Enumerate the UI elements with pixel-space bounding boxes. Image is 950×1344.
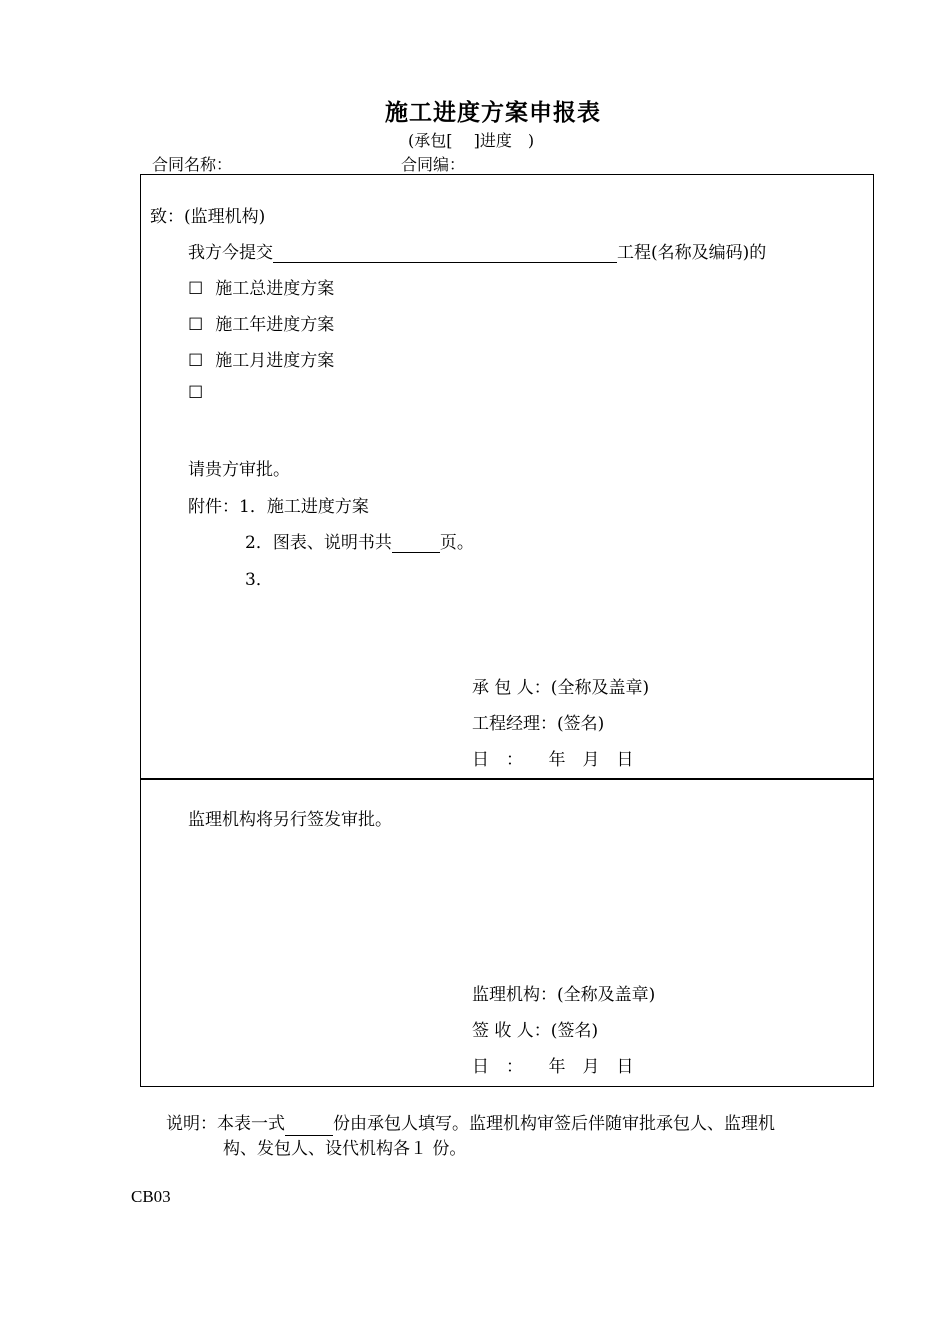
form-title: 施工进度方案申报表 [385,99,601,126]
project-name-blank[interactable] [273,244,617,263]
attachment-2-prefix: 2．图表、说明书共 [245,533,392,553]
receiver-signature: 签 收 人：(签名) [472,1021,599,1041]
checkbox-icon[interactable]: ☐ [188,351,204,371]
contractor-date: 日 ： 年 月 日 [472,750,634,770]
agency-date: 日 ： 年 月 日 [472,1057,634,1077]
attachment-2 [245,528,474,553]
attachment-3: 3． [245,570,273,590]
option-other[interactable] [188,383,215,403]
approval-request: 请贵方审批。 [188,460,290,480]
option-monthly-schedule[interactable] [188,346,334,371]
attachment-2-suffix: 页。 [439,533,474,553]
option-label: 施工月进度方案 [215,351,335,371]
addressee-line: 致：(监理机构) [150,207,266,227]
manager-signature: 工程经理：(签名) [472,714,605,734]
contract-number-label: 合同编： [401,155,466,174]
option-total-schedule[interactable] [188,274,334,299]
footnote-line-2: 构、发包人、设代机构各１ 份。 [223,1139,467,1159]
footnote-line-1 [166,1112,775,1136]
contractor-signature: 承 包 人：(全称及盖章) [472,678,650,698]
submission-line [188,238,766,263]
contract-name-label: 合同名称： [152,155,233,174]
attachment-1: 附件：1．施工进度方案 [188,497,369,517]
checkbox-icon[interactable]: ☐ [188,315,204,335]
footnote-suffix: 份由承包人填写。监理机构审签后伴随审批承包人、监理机 [333,1114,775,1134]
form-subtitle: (承包[ ]进度 ) [408,131,535,150]
footnote-prefix: 说明：本表一式 [166,1114,285,1134]
page-count-blank[interactable] [392,534,440,553]
option-label: 施工总进度方案 [215,279,335,299]
option-annual-schedule[interactable] [188,310,334,335]
copies-blank[interactable] [285,1117,333,1136]
submission-prefix: 我方今提交 [188,243,273,263]
supervision-statement: 监理机构将另行签发审批。 [188,810,392,830]
checkbox-icon[interactable]: ☐ [188,279,204,299]
submission-suffix: 工程(名称及编码)的 [617,243,767,263]
form-code: CB03 [131,1187,171,1206]
option-label: 施工年进度方案 [215,315,335,335]
agency-signature: 监理机构：(全称及盖章) [472,985,656,1005]
checkbox-icon[interactable]: ☐ [188,383,204,403]
